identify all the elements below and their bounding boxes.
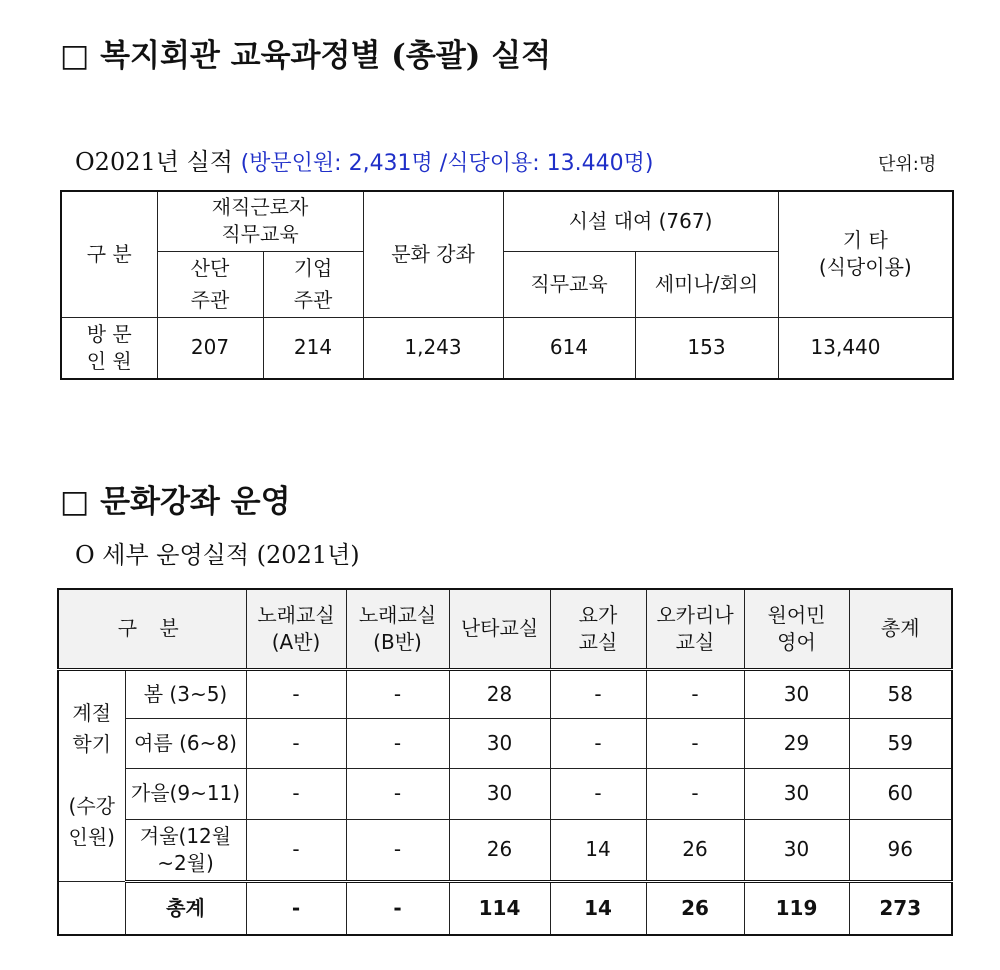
cell: 59	[849, 718, 952, 768]
th-nanta: 난타교실	[449, 589, 550, 669]
job-training-header: 재직근로자 직무교육	[157, 191, 363, 251]
cell: -	[646, 768, 744, 819]
row-label: 겨울(12월 ~2월)	[125, 819, 246, 881]
th-song-b: 노래교실 (B반)	[346, 589, 449, 669]
cell: -	[346, 768, 449, 819]
cell: -	[550, 669, 646, 718]
value-cell: 1,243	[363, 317, 503, 379]
th-total: 총계	[849, 589, 952, 669]
cell: -	[346, 669, 449, 718]
cell: 30	[744, 768, 849, 819]
th-yoga: 요가 교실	[550, 589, 646, 669]
cell: -	[346, 718, 449, 768]
culture-table	[57, 588, 953, 936]
cell: 58	[849, 669, 952, 718]
row-label: 여름 (6~8)	[125, 718, 246, 768]
culture-header: 문화 강좌	[363, 191, 503, 317]
section1-subheading	[75, 142, 653, 177]
cell: 96	[849, 819, 952, 881]
value-cell: 153	[635, 317, 778, 379]
cell: 28	[449, 669, 550, 718]
row-label: 봄 (3~5)	[125, 669, 246, 718]
total-cell: 14	[550, 881, 646, 935]
season-group-label: 계절 학기 (수강 인원)	[58, 669, 125, 881]
total-cell: 114	[449, 881, 550, 935]
cell: -	[246, 718, 346, 768]
value-cell: 207	[157, 317, 263, 379]
cell: 30	[449, 718, 550, 768]
facility-seminar-header: 세미나/회의	[635, 251, 778, 317]
facility-job-header: 직무교육	[503, 251, 635, 317]
cell: 26	[449, 819, 550, 881]
value-cell: 13,440	[778, 317, 953, 379]
cell: 29	[744, 718, 849, 768]
section2-heading: □ 문화강좌 운영	[60, 484, 291, 520]
total-cell: 119	[744, 881, 849, 935]
cell: -	[346, 819, 449, 881]
cell: -	[646, 718, 744, 768]
company-header: 기업 주관	[263, 251, 363, 317]
category-header: 구 분	[61, 191, 157, 317]
th-category: 구 분	[58, 589, 246, 669]
etc-header: 기 타 (식당이용)	[778, 191, 953, 317]
summary-table	[60, 190, 954, 380]
cell: 30	[744, 669, 849, 718]
cell: -	[246, 819, 346, 881]
cell: 30	[744, 819, 849, 881]
cell: 14	[550, 819, 646, 881]
visitors-row-label: 방 문 인 원	[61, 317, 157, 379]
total-cell: 273	[849, 881, 952, 935]
unit-label: 단위:명	[878, 154, 937, 175]
value-cell: 614	[503, 317, 635, 379]
row-label: 가을(9~11)	[125, 768, 246, 819]
section1-subheading-text: O2021년 실적	[75, 148, 233, 176]
section1-note: (방문인원: 2,431명 /식당이용: 13.440명)	[240, 151, 654, 176]
facility-header: 시설 대여 (767)	[503, 191, 778, 251]
cell: -	[246, 768, 346, 819]
total-label: 총계	[125, 881, 246, 935]
sandan-header: 산단 주관	[157, 251, 263, 317]
cell: -	[550, 768, 646, 819]
cell: -	[646, 669, 744, 718]
cell: 26	[646, 819, 744, 881]
total-cell: 26	[646, 881, 744, 935]
section1-heading: □ 복지회관 교육과정별 (총괄) 실적	[60, 38, 552, 74]
th-english: 원어민 영어	[744, 589, 849, 669]
value-cell: 214	[263, 317, 363, 379]
cell: -	[550, 718, 646, 768]
section2-subheading: O 세부 운영실적 (2021년)	[75, 541, 360, 569]
cell: -	[246, 669, 346, 718]
cell: 60	[849, 768, 952, 819]
cell: 30	[449, 768, 550, 819]
th-song-a: 노래교실 (A반)	[246, 589, 346, 669]
total-cell: -	[246, 881, 346, 935]
th-ocarina: 오카리나 교실	[646, 589, 744, 669]
total-cell: -	[346, 881, 449, 935]
